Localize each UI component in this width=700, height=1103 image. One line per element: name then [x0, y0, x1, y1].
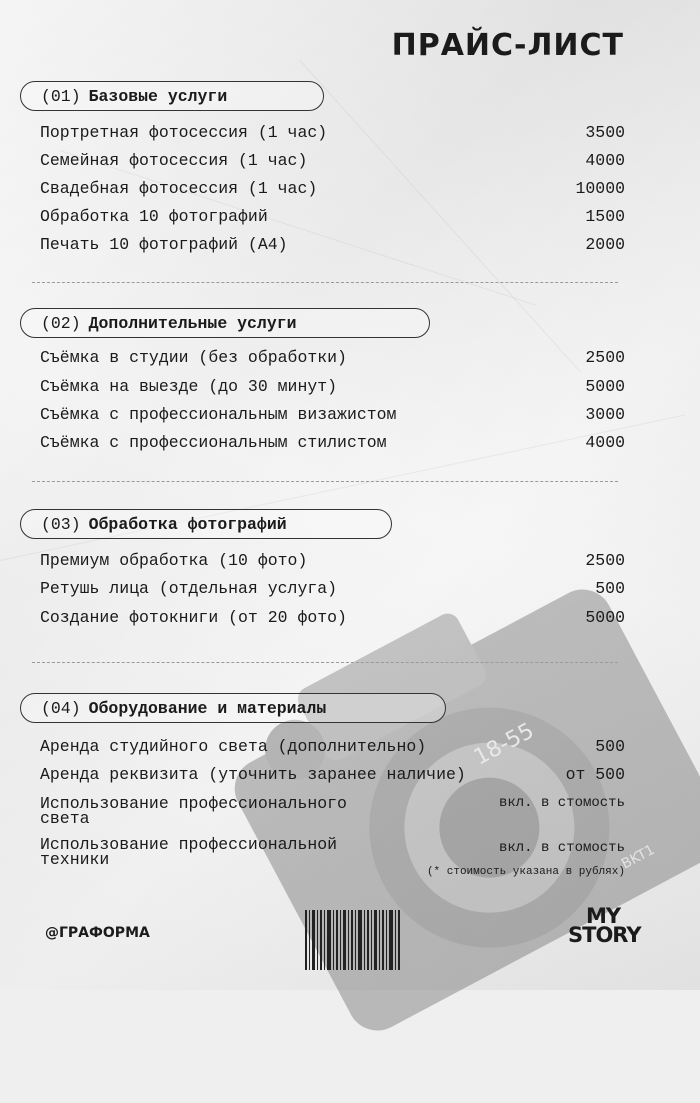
service-price: 2500 [585, 348, 625, 367]
service-name: Аренда студийного света (дополнительно) [40, 737, 427, 756]
service-name: Печать 10 фотографий (А4) [40, 235, 288, 254]
price-row [40, 348, 625, 368]
price-row [40, 837, 625, 867]
price-row [40, 235, 625, 255]
section-number: (02) [41, 313, 81, 333]
service-name: Использование профессиональной техники [40, 835, 338, 869]
service-price: 3500 [585, 123, 625, 142]
service-price: 500 [595, 737, 625, 756]
service-price: вкл. в стомость [498, 795, 625, 811]
service-price: 2500 [585, 551, 625, 570]
service-name: Съёмка с профессиональным визажистом [40, 405, 397, 424]
service-name: Аренда реквизита (уточнить заранее наличие) [40, 765, 466, 784]
service-price: от 500 [565, 765, 625, 784]
section-number: (03) [41, 514, 81, 534]
dial-label: BKT1 [618, 841, 658, 873]
price-row [40, 433, 625, 453]
service-price: 500 [595, 579, 625, 598]
section-number: (01) [41, 86, 81, 106]
price-row [40, 179, 625, 199]
service-price: вкл. в стомость [498, 840, 625, 856]
price-row [40, 765, 625, 785]
service-price: 5000 [585, 377, 625, 396]
service-price: 4000 [585, 433, 625, 452]
section-title: Базовые услуги [88, 86, 228, 106]
price-row [40, 207, 625, 227]
service-price: 3000 [585, 405, 625, 424]
section-header-03 [20, 509, 392, 539]
service-name: Съёмка с профессиональным стилистом [40, 433, 387, 452]
section-title: Дополнительные услуги [88, 313, 297, 333]
section-title: Оборудование и материалы [88, 698, 327, 718]
barcode-graphic [305, 910, 400, 970]
service-name: Съёмка на выезде (до 30 минут) [40, 377, 338, 396]
section-header-01 [20, 81, 324, 111]
logo-line-2: STORY [568, 923, 641, 947]
price-row [40, 377, 625, 397]
service-name: Ретушь лица (отдельная услуга) [40, 579, 338, 598]
service-price: 5000 [585, 608, 625, 627]
section-number: (04) [41, 698, 81, 718]
service-name: Свадебная фотосессия (1 час) [40, 179, 318, 198]
price-row [40, 737, 625, 757]
section-divider [32, 282, 618, 283]
price-row [40, 579, 625, 599]
service-name: Съёмка в студии (без обработки) [40, 348, 347, 367]
page-title: ПРАЙС-ЛИСТ [391, 28, 624, 63]
service-name: Использование профессионального света [40, 794, 347, 828]
currency-footnote: (* стоимость указана в рублях) [426, 866, 625, 878]
service-price: 4000 [585, 151, 625, 170]
lens-label: 18-55 [469, 718, 539, 771]
price-row [40, 551, 625, 571]
service-name: Семейная фотосессия (1 час) [40, 151, 308, 170]
section-title: Обработка фотографий [88, 514, 287, 534]
price-row [40, 796, 625, 826]
service-name: Обработка 10 фотографий [40, 207, 268, 226]
price-row [40, 608, 625, 628]
section-divider [32, 481, 618, 482]
price-row [40, 405, 625, 425]
price-row [40, 123, 625, 143]
brand-handle: @ГРАФОРМА [45, 925, 150, 941]
service-price: 10000 [575, 179, 625, 198]
service-price: 2000 [585, 235, 625, 254]
section-divider [32, 662, 618, 663]
section-header-02 [20, 308, 430, 338]
section-header-04 [20, 693, 446, 723]
service-price: 1500 [585, 207, 625, 226]
service-name: Портретная фотосессия (1 час) [40, 123, 328, 142]
service-name: Премиум обработка (10 фото) [40, 551, 308, 570]
price-row [40, 151, 625, 171]
my-story-logo [568, 904, 641, 947]
logo-line-1: MY [585, 904, 621, 928]
service-name: Создание фотокниги (от 20 фото) [40, 608, 347, 627]
